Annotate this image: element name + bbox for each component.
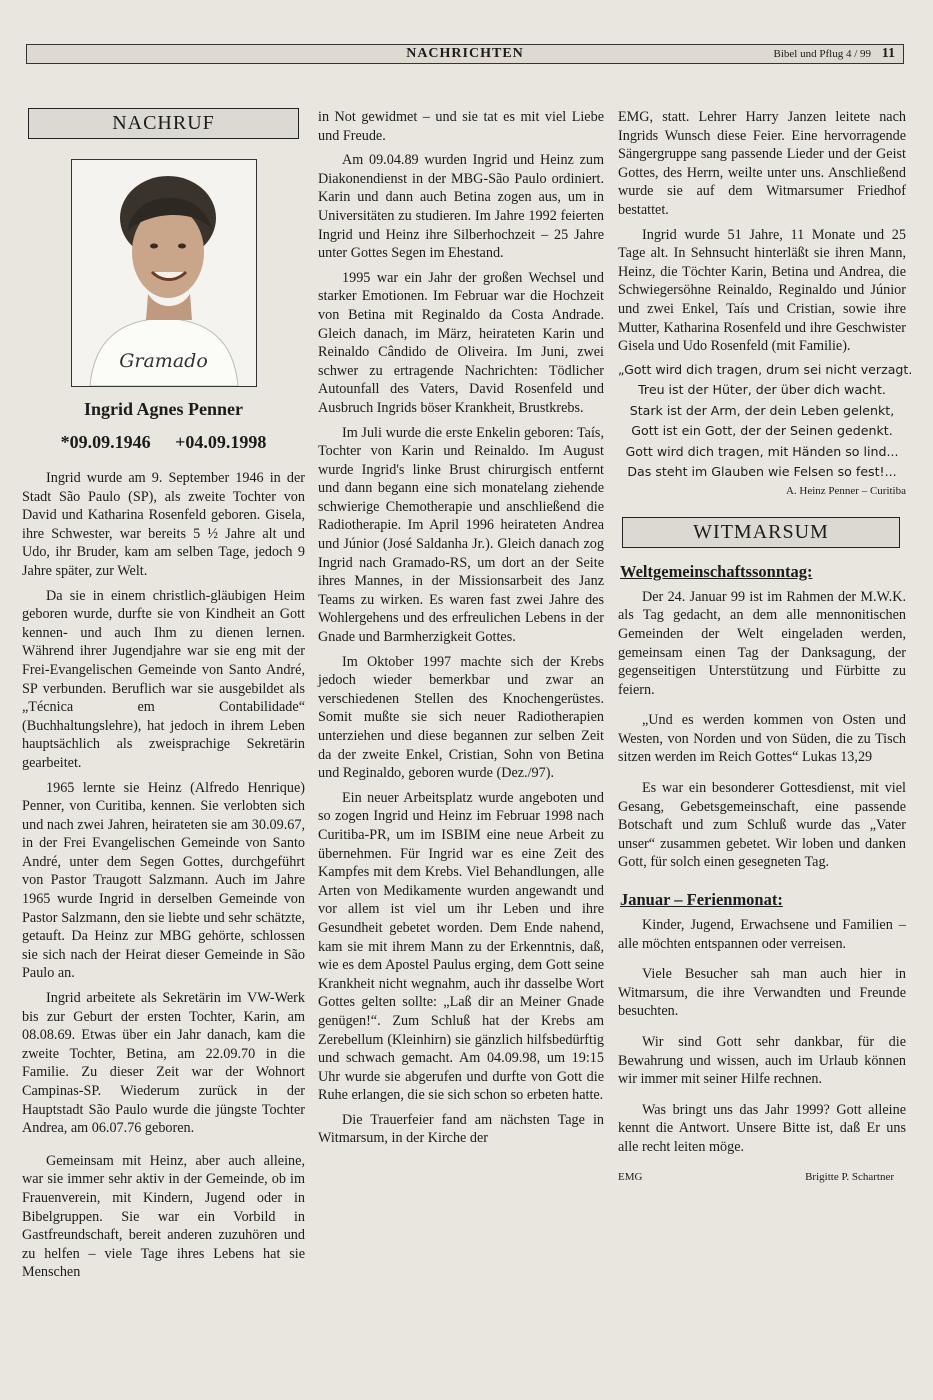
- paragraph: Da sie in einem christlich-gläubigen Heim geboren wurde, durfte sie von Kindheit an Gott kennen- und auch Ihm zu dienen lernen. Während ihrer Jugendjahre war sie eng mit der Frei-Evangelischen Gemeinde von Santo André, SP verbunden. Beruflich war sie ausgebildet als „Técnica em Contabilidade“ (Buchhaltungslehre), hat jedoch in ihrem Leben hauptsächlich als zweisprachige Sekretärin gearbeitet.: [22, 587, 305, 771]
- paragraph: Der 24. Januar 99 ist im Rahmen der M.W.K. als Tag gedacht, an dem alle mennonitischen Gemeinden der Welt eingeladen werden, gemeinsam einen Tag der Danksagung, der gegenseitigen Unterstützung und Fürbitte zu feiern.: [618, 588, 906, 698]
- paragraph: Es war ein besonderer Gottesdienst, mit viel Gesang, Gebetsgemeinschaft, eine passende Botschaft und zum Schluß wurde das „Vater unser“ zusammen gebetet. Wir loben und danken Gott, für solch einen gesegneten Tag.: [618, 780, 906, 871]
- paragraph: Wir sind Gott sehr dankbar, für die Bewahrung und wissen, auch im Urlaub können wir immer mit seiner Hilfe rechnen.: [618, 1034, 906, 1088]
- paragraph: Viele Besucher sah man auch hier in Witmarsum, die ihre Verwandten und Freunde besuchten.: [618, 966, 906, 1020]
- signature-line: [618, 1171, 906, 1183]
- paragraph: Kinder, Jugend, Erwachsene und Familien – alle möchten entspannen oder verreisen.: [618, 917, 906, 952]
- header-meta: [774, 45, 895, 63]
- poem-line: Gott wird dich tragen, mit Händen so lind...: [625, 443, 899, 459]
- signature-author: Brigitte P. Schartner: [805, 1170, 894, 1183]
- paragraph: in Not gewidmet – und sie tat es mit viel Liebe und Freude.: [318, 109, 604, 144]
- signature-org: EMG: [618, 1170, 643, 1183]
- paragraph: Ingrid arbeitete als Sekretärin im VW-Werk bis zur Geburt der ersten Tochter, Karin, am 08.08.69. Etwas über ein Jahr danach, kam die zweite Tochter, Betina, am 22.09.70 in die Familie. Zu dieser Zeit war der Wohnort Campinas-SP. Wiederum zurück in der Hauptstadt São Paulo wurde die jüngste Tochter Andrea, am 06.07.76 geboren.: [22, 990, 305, 1137]
- paragraph: Ingrid wurde 51 Jahre, 11 Monate und 25 Tage alt. In Sehnsucht hinterläßt sie ihren Mann, Heinz, die Töchter Karin, Betina und Andrea, die Schwiegersöhne Reinaldo, Reginaldo und Júnior und zwei Enkel, Taís und Cristian, sowie ihre Mutter, Katharina Rosenfeld und ihre Geschwister Gisela und Udo Rosenfeld (mit Familie).: [618, 226, 906, 355]
- witmarsum-title: WITMARSUM: [622, 517, 900, 548]
- poem-line: Stark ist der Arm, der dein Leben gelenkt,: [629, 402, 895, 418]
- paragraph: Die Trauerfeier fand am nächsten Tage in Witmarsum, in der Kirche der: [318, 1111, 604, 1147]
- poem-line: „Gott wird dich tragen, drum sei nicht verzagt.: [618, 361, 913, 377]
- poem: [618, 360, 913, 483]
- poem-line: Gott ist ein Gott, der der Seinen gedenkt.: [631, 423, 893, 439]
- paragraph: Was bringt uns das Jahr 1999? Gott alleine kennt die Antwort. Unsere Bitte ist, daß Er uns alle recht leiten möge.: [618, 1101, 906, 1155]
- paragraph: „Und es werden kommen von Osten und Westen, von Norden und von Süden, die zu Tisch sitzen werden im Reich Gottes“ Lukas 13,29: [618, 712, 906, 766]
- paragraph: Im Juli wurde die erste Enkelin geboren: Taís, Tochter von Karin und Reinaldo. Im August wurde Ingrid's linke Brust chirurgisch entfernt und dann begann eine sich monatelang ziehende schwierige Chemotherapie und anschließend die Radiotherapie. Im April 1996 heirateten Andrea und Júnior (José Saldanha Jr.). Gleich danach zog Ingrid nach Gramado-RS, um dort an der Seite ihres Mannes, in der Missionsarbeit des Janz Teams zu wirken. Es waren fast zwei Jahre des Wohlergehens und des erfreulichen Lebens in der Gnade und Barmherzigkeit Gottes.: [318, 424, 604, 646]
- paragraph: Gemeinsam mit Heinz, aber auch alleine, war sie immer sehr aktiv in der Gemeinde, ob im Frauenverein, mit Kindern, Jugend oder in Bibelgruppen. Sie war ein Vorbild in Gastfreundschaft, bereit anderen zuzuhören und zu helfen – viele Tage ihres Lebens hat sie Menschen: [22, 1152, 305, 1281]
- subheading: Weltgemeinschaftssonntag:: [620, 561, 813, 581]
- portrait-photo: [71, 159, 257, 387]
- paragraph: Ingrid wurde am 9. September 1946 in der Stadt São Paulo (SP), als zweite Tochter von David und Katharina Rosenfeld geboren. Gisela, ihre Schwester, war bereits 5 ½ Jahre alt und Udo, ihr Bruder, kam am selben Tage, jedoch 9 Jahre später, zur Welt.: [22, 470, 305, 579]
- deceased-name: Ingrid Agnes Penner: [83, 399, 243, 419]
- obituary-title: NACHRUF: [28, 108, 299, 139]
- issue-number: 4 / 99: [845, 48, 872, 60]
- paragraph: 1965 lernte sie Heinz (Alfredo Henrique) Penner, von Curitiba, kennen. Sie verlobten sich und nach zwei Jahren, heirateten sie am 30.09.67, in der Frei Evangelischen Gemeinde von Santo André, unter dem Segen Gottes, durchgeführt von Pastor Traugott Salzmann. Auch im Jahre 1965 wurde Ingrid in derselben Gemeinde von Pastor Salzmann, den sie liebte und sehr schätzte, getauft. Da Heinz zur MBG gehörte, schlossen sie sich nach der Heirat dieser Gemeinde in São Paulo an.: [22, 779, 305, 982]
- page-header: [26, 44, 904, 64]
- shirt-logo-text: Gramado: [119, 350, 208, 372]
- column-3: [618, 108, 913, 1183]
- life-dates: *09.09.1946 +04.09.1998: [60, 432, 267, 452]
- page-number: 11: [881, 46, 895, 61]
- paragraph: 1995 war ein Jahr der großen Wechsel und starker Emotionen. Im Februar war die Hochzeit von Betina mit Reginaldo da Costa Andrade. Gleich danach, im März, heirateten Karin und Reinaldo Cândido de Oliveira. Im Juni, zwei schwer zu ertragende Nachrichten: Tödlicher Autounfall des Vaters, David Rosenfeld und Ausbruch Ingrids böser Krankheit, Brustkrebs.: [318, 269, 604, 416]
- paragraph: Im Oktober 1997 machte sich der Krebs jedoch wieder bemerkbar und zwar an verschiedenen Stellen des Knochengerüstes. Somit mußte sie sich neuer Radiotherapien unterziehen und diese begannen zur selben Zeit da der zweite Enkel, Cristian, Sohn von Betina und Reginaldo, geboren wurde (Dez./97).: [318, 653, 604, 782]
- poem-line: Treu ist der Hüter, der über dich wacht.: [638, 382, 886, 398]
- paragraph: EMG, statt. Lehrer Harry Janzen leitete nach Ingrids Wunsch diese Feier. Eine hervorragende Sängergruppe sang passende Lieder und der Geist Gottes, des Herrn, weilte unter uns. Anschließend wurde sie auf dem Witmarsumer Friedhof bestattet.: [618, 109, 906, 218]
- subheading: Januar – Ferienmonat:: [620, 890, 783, 910]
- publication-name: Bibel und Pflug: [773, 48, 844, 60]
- column-2: [318, 108, 604, 1148]
- section-title: NACHRICHTEN: [406, 46, 524, 61]
- column-1: [22, 108, 305, 1282]
- poem-author: A. Heinz Penner – Curitiba: [785, 484, 906, 497]
- poem-line: Das steht im Glauben wie Felsen so fest!...: [627, 464, 897, 480]
- paragraph: Am 09.04.89 wurden Ingrid und Heinz zum Diakonendienst in der MBG-São Paulo ordiniert. Karin und dann auch Betina zogen aus, um in Universitäten zu studieren. Im Jahre 1992 feierten Ingrid und Heinz ihre Silberhochzeit – 25 Jahre unter Gottes Segen im Ehestand.: [318, 152, 604, 262]
- paragraph: Ein neuer Arbeitsplatz wurde angeboten und so zogen Ingrid und Heinz im Februar 1998 nach Curitiba-PR, um im ISBIM eine neue Arbeit zu übernehmen. Für Ingrid war es eine Zeit des Kampfes mit dem Krebs. Viel Behandlungen, alle Arten von Medikamente wurden angewandt und vor allem ist viel um ihr Leben und ihre Gesundheit gebetet worden. Dem Ende nahend, kam sie mit ihrem Mann zu der Erkenntnis, daß, wie es dem Apostel Paulus erging, dem Gott seine Krankheit nicht wegnahm, auch ihr dasselbe Wort Gottes gelten sollte: „Laß dir an Meiner Gnade genügen!“. Zum Schluß hat der Krebs am Zerebellum (Kleinhirn) sie gänzlich hilfsbedürftig und schwach gemacht. Am 04.09.98, um 19:15 Uhr wurde sie abgerufen und durfte von Gott die Ruhe erlangen, die sie sich schon so erbeten hatte.: [318, 789, 604, 1104]
